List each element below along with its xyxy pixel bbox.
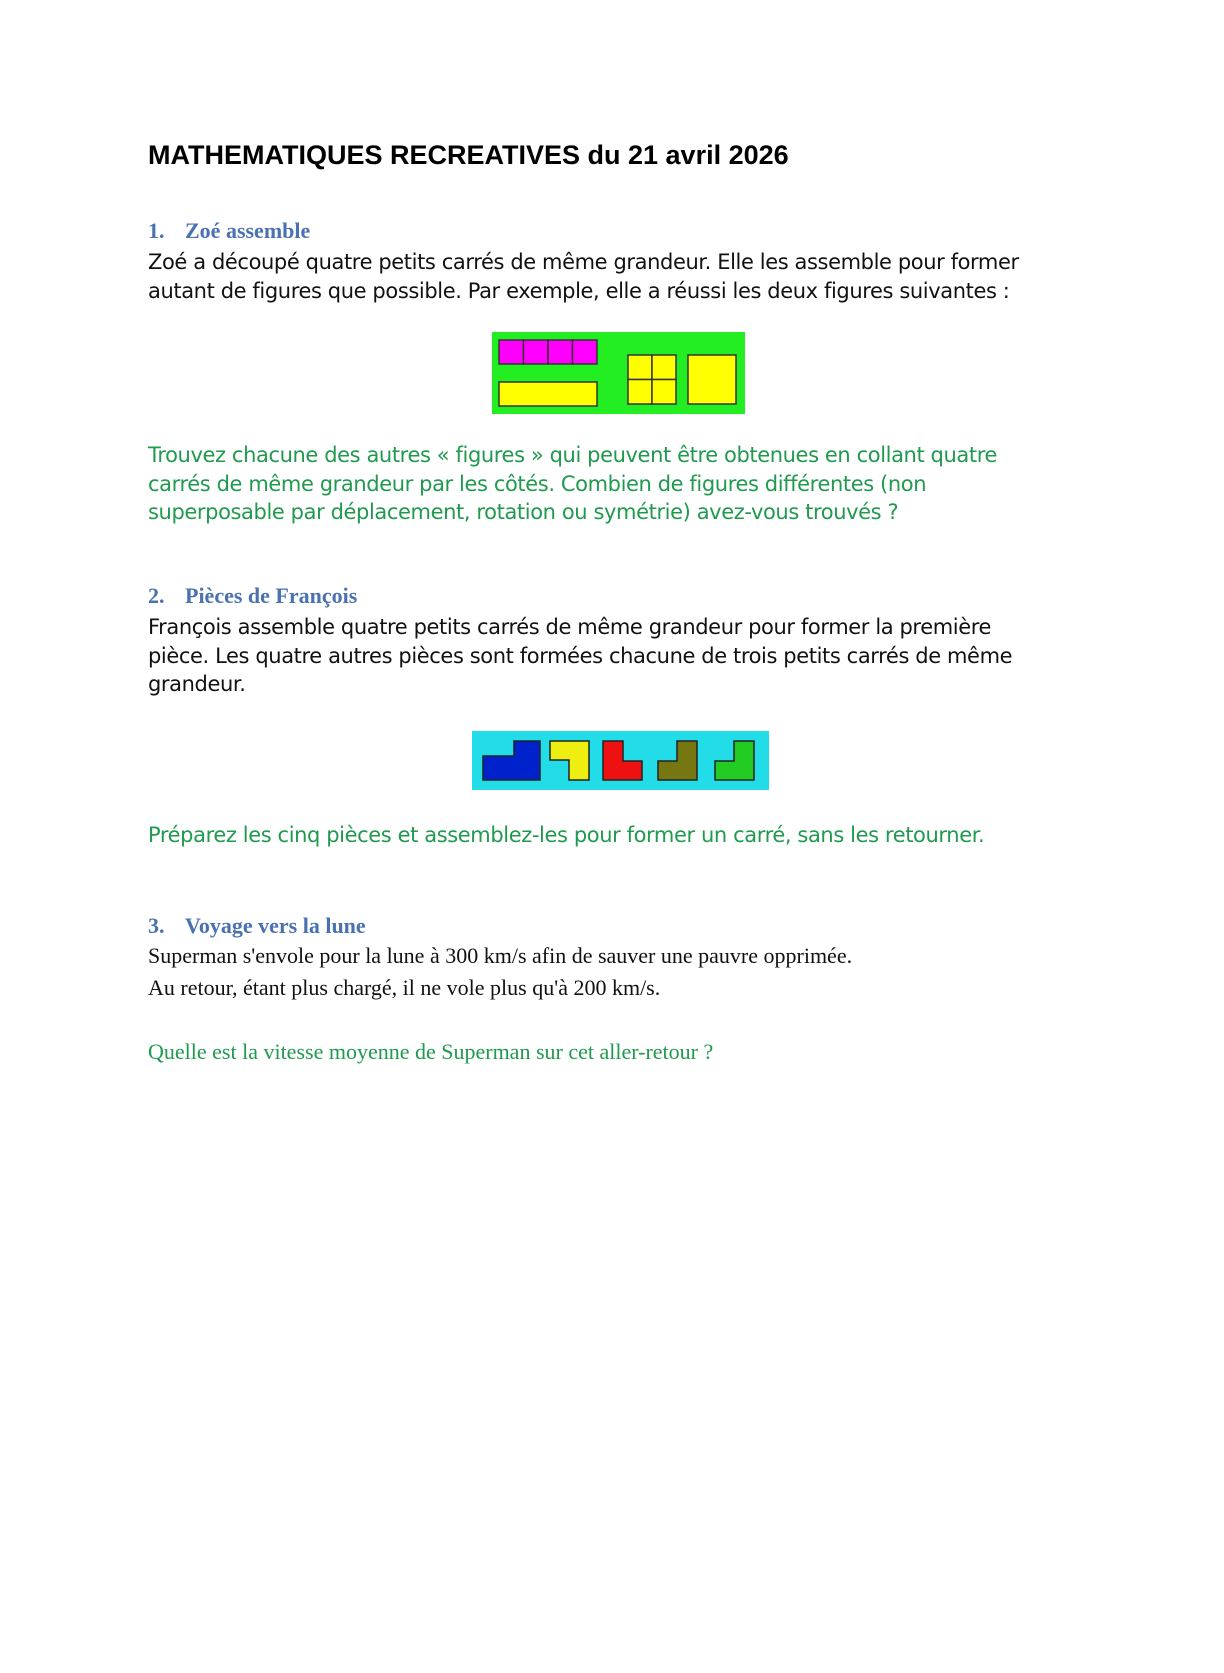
page-title: MATHEMATIQUES RECREATIVES du 21 avril 2026 [148,140,789,170]
zoe-square-cell [652,355,676,380]
problem-1-body [148,248,1019,305]
zoe-strip-cell [573,340,598,364]
problem-1-number: 1. [148,218,165,243]
problem-1-title: Zoé assemble [185,218,311,243]
zoe-strip-cell [499,340,524,364]
zoe-divided-square [628,355,676,404]
francois-pieces-image [472,731,769,790]
problem-1-body-line: autant de figures que possible. Par exemple, elle a réussi les deux figures suivantes : [148,278,1010,303]
problem-2-body-line: François assemble quatre petits carrés de même grandeur pour former la première [148,615,992,639]
problem-1-question [148,441,997,527]
zoe-figures-image [492,332,745,414]
problem-2-heading [148,583,357,609]
problem-3-number: 3. [148,913,165,938]
problem-2-question-line: Préparez les cinq pièces et assemblez-les pour former un carré, sans les retourner. [148,823,985,847]
zoe-plain-strip [499,382,597,406]
problem-2-body [148,613,1012,699]
problem-2-number: 2. [148,583,165,608]
problem-1-body-line: Zoé a découpé quatre petits carrés de même grandeur. Elle les assemble pour former [148,250,1019,274]
problem-3-title: Voyage vers la lune [185,913,366,938]
problem-3-heading [148,913,366,939]
problem-2-title: Pièces de François [185,583,358,608]
problem-1-question-line: Trouvez chacune des autres « figures » qui peuvent être obtenues en collant quatre [148,443,997,467]
zoe-square-cell [628,380,652,405]
zoe-strip-cell [548,340,573,364]
problem-1-question-line: superposable par déplacement, rotation ou symétrie) avez-vous trouvés ? [148,500,899,524]
zoe-square-cell [628,355,652,380]
problem-3-question: Quelle est la vitesse moyenne de Superman sur cet aller-retour ? [148,1039,714,1064]
problem-2-body-line: pièce. Les quatre autres pièces sont formées chacune de trois petits carrés de même [148,643,1013,668]
problem-3-body-line-1: Superman s'envole pour la lune à 300 km/s afin de sauver une pauvre opprimée. [148,943,853,968]
problem-3-body-line-2: Au retour, étant plus chargé, il ne vole plus qu'à 200 km/s. [148,975,661,1000]
zoe-divided-strip [499,340,597,364]
problem-1-heading [148,218,310,244]
zoe-square-cell [652,380,676,405]
problem-2-body-line: grandeur. [148,672,246,696]
problem-2-question [148,821,984,850]
zoe-strip-cell [524,340,549,364]
zoe-plain-square [688,355,736,404]
problem-1-question-line: carrés de même grandeur par les côtés. Combien de figures différentes (non [148,471,927,496]
